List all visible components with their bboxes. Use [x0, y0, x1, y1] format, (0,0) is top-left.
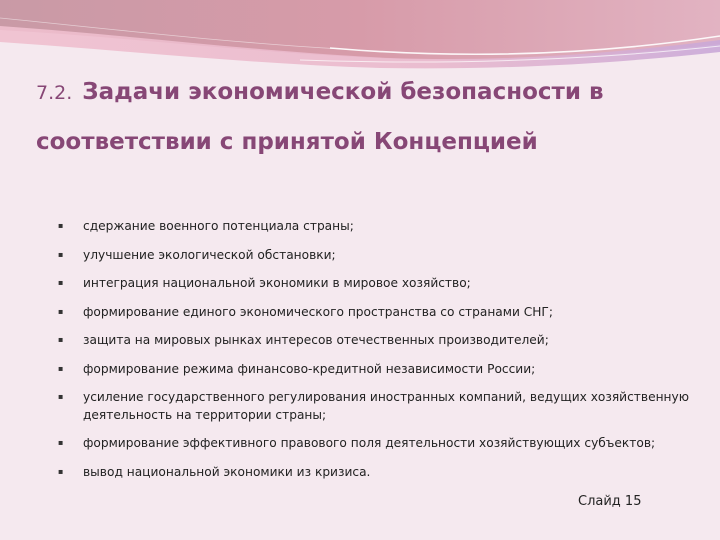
list-item-text: усиление государственного регулирования иностранных компаний, ведущих хозяйственную деятельность на территории страны; [83, 390, 689, 422]
list-item [58, 361, 698, 379]
list-item [58, 247, 698, 265]
decorative-banner [0, 0, 720, 70]
list-item [58, 304, 698, 322]
task-list [58, 218, 698, 492]
bullet-icon: ▪ [58, 221, 64, 230]
list-item [58, 435, 698, 453]
list-item-text: сдержание военного потенциала страны; [83, 219, 354, 233]
list-item [58, 332, 698, 350]
list-item-text: формирование единого экономического пространства со странами СНГ; [83, 304, 553, 319]
list-item-text: защита на мировых рынках интересов отечественных производителей; [83, 333, 549, 347]
bullet-icon: ▪ [58, 335, 64, 344]
slide-number: Слайд 15 [578, 494, 642, 509]
list-item [58, 275, 698, 293]
title-number: 7.2. [36, 82, 73, 104]
list-item-text: формирование эффективного правового поля деятельности хозяйствующих субъектов; [83, 436, 656, 450]
list-item-text: интеграция национальной экономики в мировое хозяйство; [83, 276, 471, 290]
bullet-icon: ▪ [58, 466, 64, 476]
list-item-text: формирование режима финансово-кредитной независимости России; [83, 361, 536, 376]
slide-title [36, 66, 676, 165]
bullet-icon: ▪ [58, 306, 64, 316]
title-text: Задачи экономической безопасности в соответствии с принятой Концепцией [36, 79, 604, 155]
bullet-icon: ▪ [58, 438, 64, 447]
list-item [58, 218, 698, 236]
list-item-text: вывод национальной экономики из кризиса. [83, 464, 371, 479]
list-item-text: улучшение экологической обстановки; [83, 247, 336, 262]
bullet-icon: ▪ [58, 392, 64, 401]
bullet-icon: ▪ [58, 278, 64, 287]
bullet-icon: ▪ [58, 249, 64, 259]
list-item [58, 464, 698, 482]
list-item [58, 389, 698, 424]
bullet-icon: ▪ [58, 363, 64, 373]
